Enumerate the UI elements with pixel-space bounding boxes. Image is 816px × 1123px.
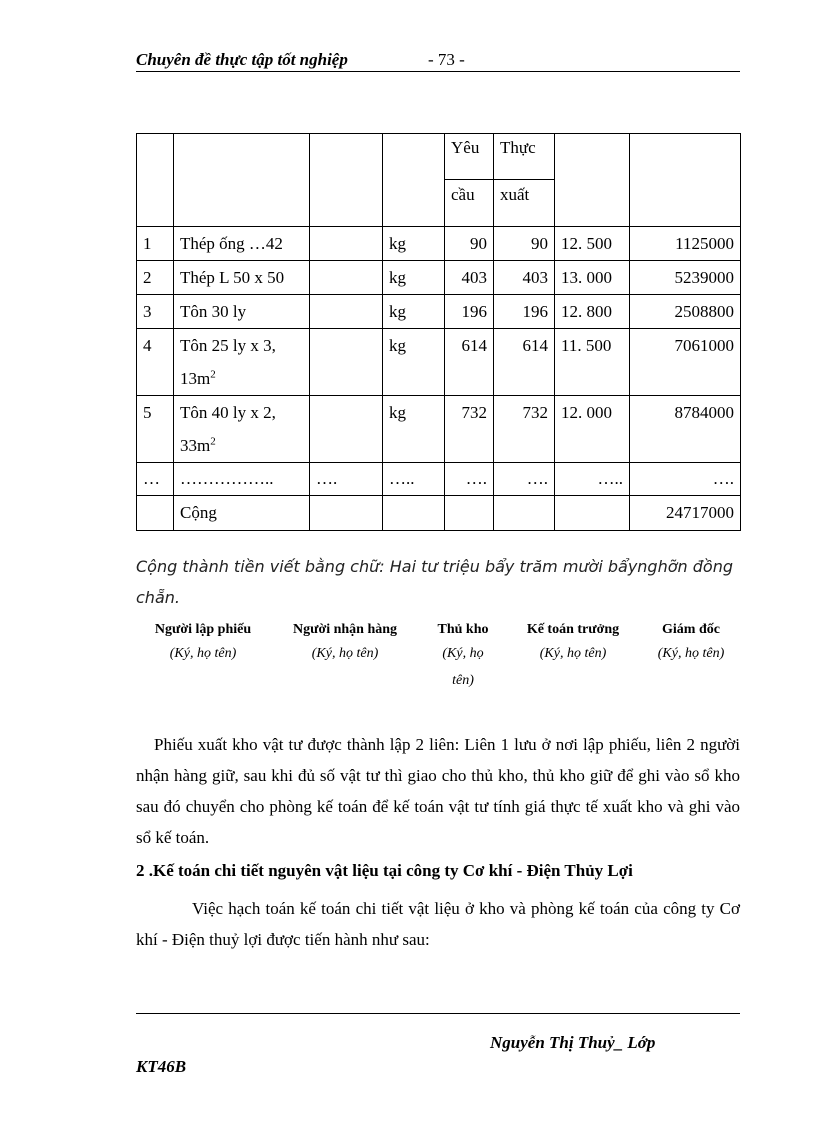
cell-required: 403 [445, 261, 494, 295]
total-label: Cộng [174, 496, 310, 531]
cell-required: 614 [445, 329, 494, 396]
cell-stt: 5 [137, 396, 174, 463]
cell-total: 2508800 [630, 295, 741, 329]
header-title: Chuyên đề thực tập tốt nghiệp [136, 50, 348, 69]
footer-class: KT46B [136, 1057, 187, 1076]
cell-stt: 1 [137, 227, 174, 261]
table-row [137, 396, 741, 463]
cell-unit: kg [383, 396, 445, 463]
signature-receiver: Người nhận hàng (Ký, họ tên) [292, 622, 398, 661]
cell-unit: kg [383, 295, 445, 329]
cell-required: 90 [445, 227, 494, 261]
table-total-row [137, 496, 741, 531]
cell-actual: 90 [494, 227, 555, 261]
cell-unit: kg [383, 261, 445, 295]
cell-stt: 4 [137, 329, 174, 396]
cell-price: 11. 500 [555, 329, 630, 396]
cell-price: 12. 000 [555, 396, 630, 463]
grand-total: 24717000 [630, 496, 741, 531]
section-heading: 2 .Kế toán chi tiết nguyên vật liệu tại công ty Cơ khí - Điện Thủy Lợi [136, 861, 633, 880]
cell-total: 5239000 [630, 261, 741, 295]
header-required-bottom: cầu [445, 180, 494, 227]
table-header-row [137, 134, 741, 180]
cell-name: Tôn 40 ly x 2, $33m^2$ [174, 396, 310, 463]
signature-storekeeper: Thủ kho (Ký, họ tên) [437, 622, 489, 688]
cell-actual: 614 [494, 329, 555, 396]
table-row [137, 261, 741, 295]
cell-required: 196 [445, 295, 494, 329]
cell-actual: 732 [494, 396, 555, 463]
signature-preparer: Người lập phiếu (Ký, họ tên) [154, 622, 252, 661]
page-number: - 73 - [428, 50, 465, 69]
header-required-top: Yêu [445, 134, 494, 180]
cell-actual: 196 [494, 295, 555, 329]
header-divider [136, 71, 740, 72]
amount-in-words: Cộng thành tiền viết bằng chữ: Hai tư triệu bẩy trăm mười bẩynghỡn đồng chẵn. [136, 557, 733, 607]
signature-director: Giám đốc (Ký, họ tên) [657, 622, 725, 661]
cell-total: 7061000 [630, 329, 741, 396]
signature-chief-accountant: Kế toán trưởng (Ký, họ tên) [526, 622, 620, 661]
cell-name: Tôn 25 ly x 3, $13m^2$ [174, 329, 310, 396]
cell-price: 12. 500 [555, 227, 630, 261]
cell-price: 12. 800 [555, 295, 630, 329]
cell-required: 732 [445, 396, 494, 463]
cell-actual: 403 [494, 261, 555, 295]
cell-name: Thép ống …42 [174, 227, 310, 261]
paragraph-issue-slip: Phiếu xuất kho vật tư được thành lập 2 liên: Liên 1 lưu ở nơi lập phiếu, liên 2 người nhận hàng giữ, sau khi đủ số vật tư thì giao cho thủ kho, thủ kho giữ để ghi vào sổ kho sau đó chuyển cho phòng kế toán để kế toán vật tư tính giá thực tế xuất kho và ghi vào sổ kế toán. [136, 735, 740, 847]
cell-name: Tôn 30 ly [174, 295, 310, 329]
cell-stt: 3 [137, 295, 174, 329]
cell-total: 8784000 [630, 396, 741, 463]
paragraph-detail-accounting: Việc hạch toán kế toán chi tiết vật liệu ở kho và phòng kế toán của công ty Cơ khí - Điện thuỷ lợi được tiến hành như sau: [136, 899, 740, 949]
table-row-ellipsis: … …………….. …. ….. …. …. ….. …. [137, 463, 741, 496]
cell-unit: kg [383, 227, 445, 261]
cell-price: 13. 000 [555, 261, 630, 295]
footer-divider [136, 1013, 740, 1014]
table-row [137, 329, 741, 396]
material-issue-table [136, 133, 741, 531]
header-actual-top: Thực [494, 134, 555, 180]
footer-author: Nguyễn Thị Thuỷ_ Lớp [490, 1033, 656, 1052]
table-row [137, 227, 741, 261]
cell-name: Thép L 50 x 50 [174, 261, 310, 295]
cell-stt: 2 [137, 261, 174, 295]
cell-unit: kg [383, 329, 445, 396]
cell-total: 1125000 [630, 227, 741, 261]
header-actual-bottom: xuất [494, 180, 555, 227]
table-row [137, 295, 741, 329]
